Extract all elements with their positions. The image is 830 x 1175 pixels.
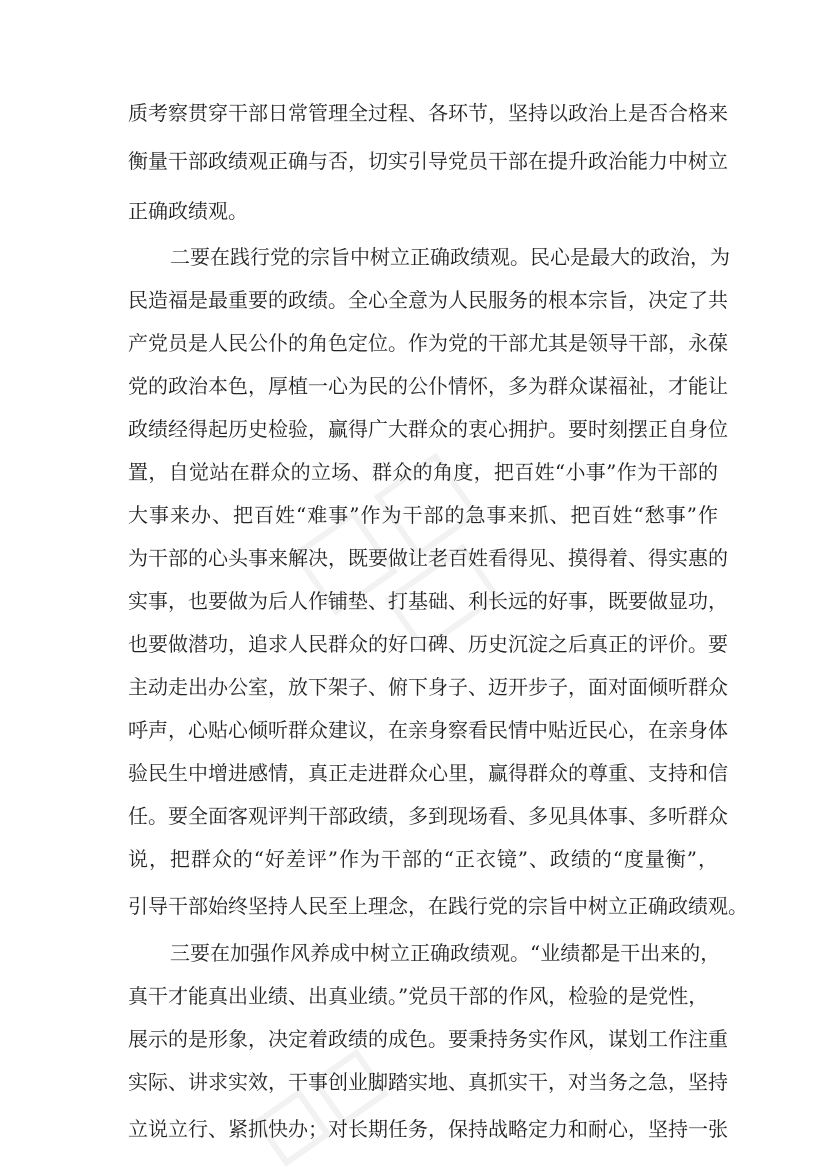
text-line: 政绩经得起历史检验，赢得广大群众的衷心拥护。要时刻摆正自身位 [128,417,728,441]
paragraph-start-line: 二要在践行党的宗旨中树立正确政绩观。民心是最大的政治，为 [170,245,730,269]
text-line: 立说立行、紧抓快办；对长期任务，保持战略定力和耐心，坚持一张 [128,1117,728,1141]
text-line: 呼声，心贴心倾听群众建议，在亲身察看民情中贴近民心，在亲身体 [128,718,728,742]
text-line: 引导干部始终坚持人民至上理念，在践行党的宗旨中树立正确政绩观。 [128,894,748,918]
text-line: 实事，也要做为后人作铺垫、打基础、利长远的好事，既要做显功， [128,589,728,613]
text-line: 正确政绩观。 [128,199,248,223]
text-line: 衡量干部政绩观正确与否，切实引导党员干部在提升政治能力中树立 [128,149,728,173]
text-line: 大事来办、把百姓“难事”作为干部的急事来抓、把百姓“愁事”作 [128,503,718,527]
text-line: 产党员是人民公仆的角色定位。作为党的干部尤其是领导干部，永葆 [128,331,728,355]
text-line: 民造福是最重要的政绩。全心全意为人民服务的根本宗旨，决定了共 [128,288,728,312]
text-line: 任。要全面客观评判干部政绩，多到现场看、多见具体事、多听群众 [128,804,728,828]
text-line: 为干部的心头事来解决，既要做让老百姓看得见、摸得着、得实惠的 [128,546,728,570]
text-line: 说，把群众的“好差评”作为干部的“正衣镜”、政绩的“度量衡”， [128,847,718,871]
text-line: 置，自觉站在群众的立场、群众的角度，把百姓“小事”作为干部的 [128,460,718,484]
text-line: 验民生中增进感情，真正走进群众心里，赢得群众的尊重、支持和信 [128,761,728,785]
text-line: 真干才能真出业绩、出真业绩。”党员干部的作风，检验的是党性， [128,984,709,1008]
text-line: 也要做潜功，追求人民群众的好口碑、历史沉淀之后真正的评价。要 [128,632,728,656]
text-line: 实际、讲求实效，干事创业脚踏实地、真抓实干，对当务之急，坚持 [128,1070,728,1094]
text-line: 党的政治本色，厚植一心为民的公仆情怀，多为群众谋福祉，才能让 [128,374,728,398]
text-line: 主动走出办公室，放下架子、俯下身子、迈开步子，面对面倾听群众 [128,675,728,699]
text-line: 质考察贯穿干部日常管理全过程、各环节，坚持以政治上是否合格来 [128,101,728,125]
paragraph-start-line: 三要在加强作风养成中树立正确政绩观。“业绩都是干出来的， [170,941,721,965]
text-line: 展示的是形象，决定着政绩的成色。要秉持务实作风，谋划工作注重 [128,1027,728,1051]
